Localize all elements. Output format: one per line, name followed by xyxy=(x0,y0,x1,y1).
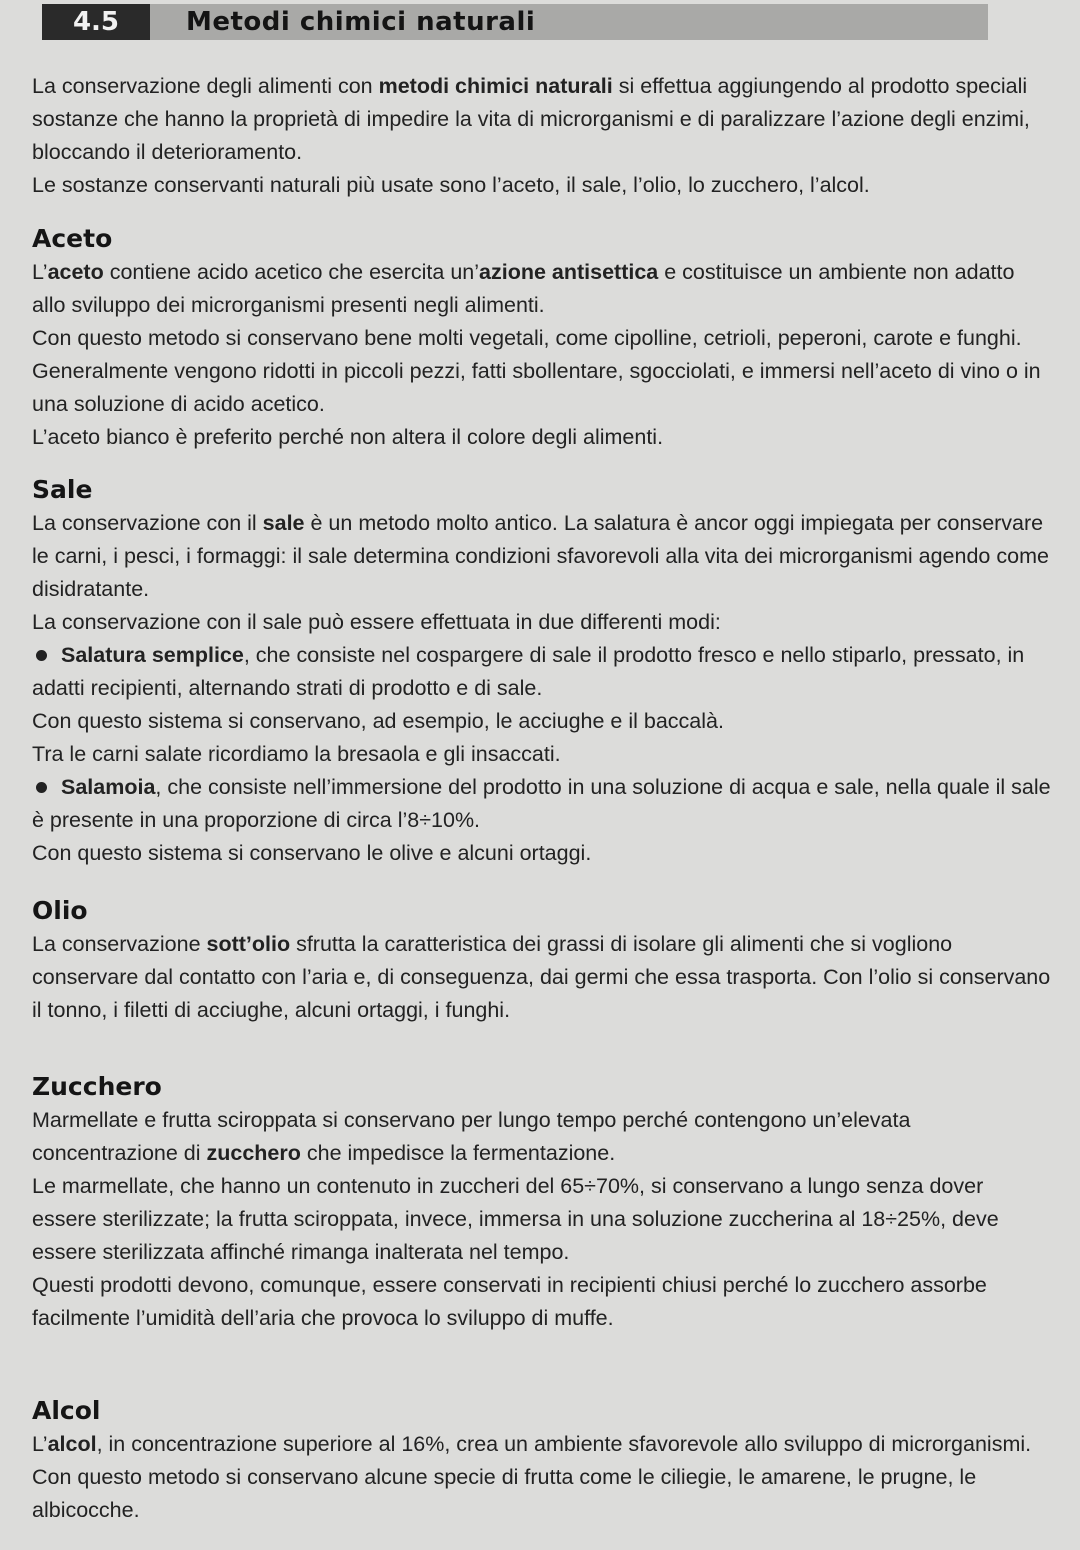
sale-bullet-2-note: Con questo sistema si conservano le olive e alcuni ortaggi. xyxy=(32,841,592,865)
olio-paragraph-1: La conservazione sott’olio sfrutta la caratteristica dei grassi di isolare gli alimenti che si vogliono conservare dal contatto con l’aria e, di conseguenza, dai germi che essa trasporta. Con l’olio si conservano il tonno, i filetti di acciughe, alcuni ortaggi, i funghi. xyxy=(32,932,1051,1022)
intro-paragraph-1: La conservazione degli alimenti con metodi chimici naturali si effettua aggiungendo al prodotto speciali sostanze che hanno la proprietà di impedire la vita di microrganismi e di paralizzare l’azione degli enzimi, bloccando il deterioramento. xyxy=(32,74,1030,164)
sale-bullet-1-note-1: Con questo sistema si conservano, ad esempio, le acciughe e il baccalà. xyxy=(32,709,724,733)
aceto-heading: Aceto xyxy=(32,224,113,253)
aceto-paragraph-3: L’aceto bianco è preferito perché non altera il colore degli alimenti. xyxy=(32,425,664,449)
sale-paragraph-1: La conservazione con il sale è un metodo molto antico. La salatura è ancor oggi impiegata per conservare le carni, i pesci, i formaggi: il sale determina condizioni sfavorevoli alla vita dei microrganismi agendo come disidratante. xyxy=(32,511,1049,601)
aceto-paragraph-1: L’aceto contiene acido acetico che esercita un’azione antisettica e costituisce un ambiente non adatto allo sviluppo dei microrganismi presenti negli alimenti. xyxy=(32,260,1015,317)
zucchero-paragraph-2: Le marmellate, che hanno un contenuto in zuccheri del 65÷70%, si conservano a lungo senza dover essere sterilizzate; la frutta sciroppata, invece, immersa in una soluzione zuccherina al 18÷25%, deve essere sterilizzata affinché rimanga inalterata nel tempo. xyxy=(32,1174,999,1264)
section-header xyxy=(42,4,988,40)
bullet-icon xyxy=(36,650,47,661)
alcol-section xyxy=(32,1394,1052,1527)
olio-section xyxy=(32,894,1052,1027)
section-number: 4.5 xyxy=(42,4,150,40)
sale-section xyxy=(32,473,1052,870)
alcol-heading: Alcol xyxy=(32,1396,101,1425)
aceto-paragraph-2: Con questo metodo si conservano bene molti vegetali, come cipolline, cetrioli, peperoni, carote e funghi. Generalmente vengono ridotti in piccoli pezzi, fatti sbollentare, sgocciolati, e immersi nell’aceto di vino o in una soluzione di acido acetico. xyxy=(32,326,1041,416)
sale-paragraph-2: La conservazione con il sale può essere effettuata in due differenti modi: xyxy=(32,610,721,634)
olio-heading: Olio xyxy=(32,896,88,925)
sale-bullet-1: Salatura semplice, che consiste nel cospargere di sale il prodotto fresco e nello stiparlo, pressato, in adatti recipienti, alternando strati di prodotto e di sale. xyxy=(32,643,1025,700)
bullet-icon xyxy=(36,782,47,793)
section-title: Metodi chimici naturali xyxy=(186,7,536,37)
zucchero-paragraph-1: Marmellate e frutta sciroppata si conservano per lungo tempo perché contengono un’elevata concentrazione di zucchero che impedisce la fermentazione. xyxy=(32,1108,911,1165)
intro-block xyxy=(32,70,1052,202)
zucchero-heading: Zucchero xyxy=(32,1072,162,1101)
intro-paragraph-2: Le sostanze conservanti naturali più usate sono l’aceto, il sale, l’olio, lo zucchero, l’alcol. xyxy=(32,173,870,197)
alcol-paragraph-1: L’alcol, in concentrazione superiore al 16%, crea un ambiente sfavorevole allo sviluppo di microrganismi. Con questo metodo si conservano alcune specie di frutta come le ciliegie, le amarene, le prugne, le albicocche. xyxy=(32,1432,1032,1522)
zucchero-section xyxy=(32,1070,1052,1335)
sale-bullet-2: Salamoia, che consiste nell’immersione del prodotto in una soluzione di acqua e sale, nella quale il sale è presente in una proporzione di circa l’8÷10%. xyxy=(32,775,1051,832)
aceto-section xyxy=(32,222,1052,454)
sale-heading: Sale xyxy=(32,475,93,504)
zucchero-paragraph-3: Questi prodotti devono, comunque, essere conservati in recipienti chiusi perché lo zucchero assorbe facilmente l’umidità dell’aria che provoca lo sviluppo di muffe. xyxy=(32,1273,987,1330)
sale-bullet-1-note-2: Tra le carni salate ricordiamo la bresaola e gli insaccati. xyxy=(32,742,561,766)
